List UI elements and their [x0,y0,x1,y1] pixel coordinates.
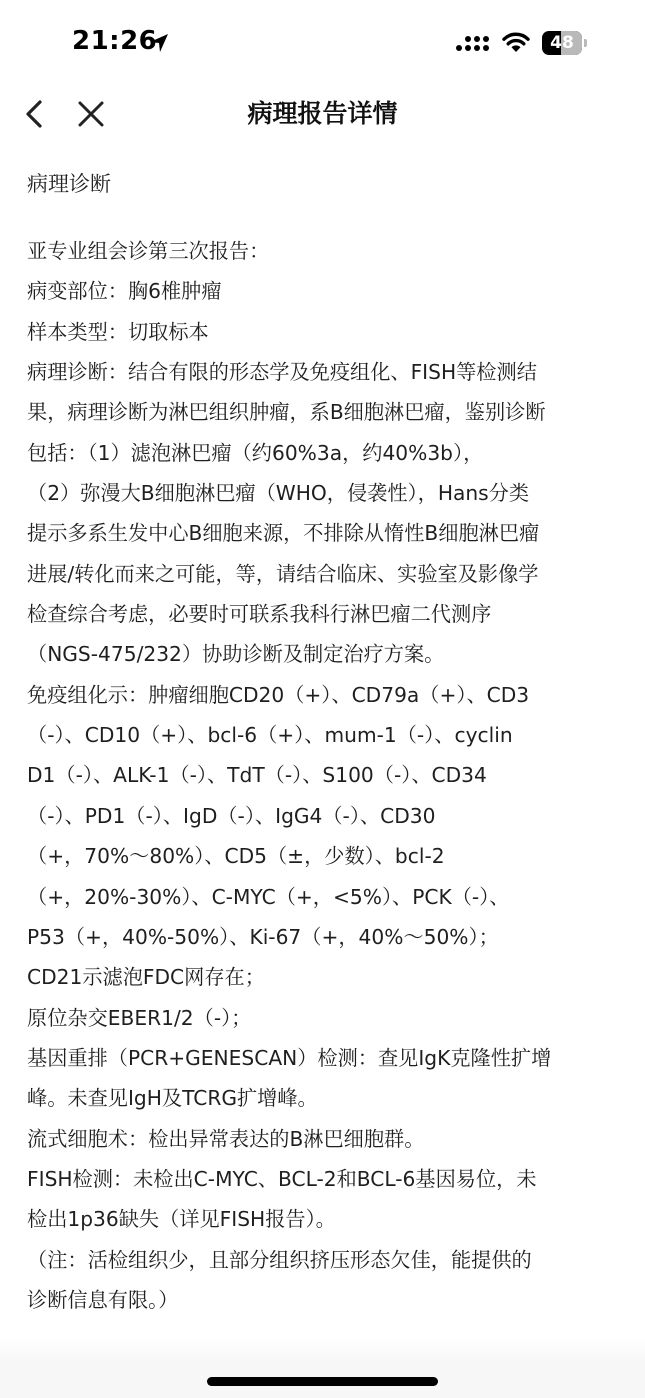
report-line: FISH检测：未检出C-MYC、BCL-2和BCL-6基因易位，未 [27,1166,537,1191]
report-line: （-）、PD1（-）、IgD（-）、IgG4（-）、CD30 [27,803,436,828]
report-line: 病变部位：胸6椎肿瘤 [27,279,222,304]
report-line: P53（+，40%-50%）、Ki-67（+，40%～50%）； [27,924,499,949]
battery-body [542,31,582,55]
bottom-fade [0,1338,645,1398]
report-line: （+，20%-30%）、C-MYC（+，<5%）、PCK（-）、 [27,884,510,909]
report-line: 原位杂交EBER1/2（-）； [27,1005,252,1030]
report-line: （2）弥漫大B细胞淋巴瘤（WHO，侵袭性），Hans分类 [27,481,530,506]
report-line: （注：活检组织少，且部分组织挤压形态欠佳，能提供的 [27,1247,532,1272]
report-line: （+，70%～80%）、CD5（±，少数）、bcl-2 [27,844,445,869]
report-line: 基因重排（PCR+GENESCAN）检测：查见IgK克隆性扩增 [27,1045,552,1070]
report-body [27,231,623,1320]
signal-icon [456,33,492,53]
report-line: （-）、CD10（+）、bcl-6（+）、mum-1（-）、cyclin [27,723,513,748]
location-arrow-icon [148,32,170,54]
wifi-icon [501,30,531,54]
status-time: 21:26 [72,26,158,56]
report-line: 检查综合考虑，必要时可联系我科行淋巴瘤二代测序 [27,602,492,627]
battery-tip [584,39,587,47]
report-line: 检出1p36缺失（详见FISH报告）。 [27,1207,336,1232]
report-line: 果，病理诊断为淋巴组织肿瘤，系B细胞淋巴瘤，鉴别诊断 [27,400,546,425]
report-line: D1（-）、ALK-1（-）、TdT（-）、S100（-）、CD34 [27,763,487,788]
report-line: 样本类型：切取标本 [27,319,209,344]
home-indicator[interactable] [207,1377,438,1386]
report-line: 亚专业组会诊第三次报告： [27,239,270,263]
report-line: 包括：（1）滤泡淋巴瘤（约60%3a，约40%3b）， [27,440,484,465]
report-line: 提示多系生发中心B细胞来源，不排除从惰性B细胞淋巴瘤 [27,521,540,546]
status-bar [0,0,645,88]
report-line: CD21示滤泡FDC网存在； [27,965,265,990]
report-line: 诊断信息有限。） [27,1287,179,1312]
report-line: 进展/转化而来之可能，等，请结合临床、实验室及影像学 [27,561,539,586]
section-title: 病理诊断 [27,172,111,196]
report-line: （NGS-475/232）协助诊断及制定治疗方案。 [27,642,445,667]
battery-icon [542,31,588,55]
battery-level: 48 [550,33,574,53]
report-line: 峰。未查见IgH及TCRG扩增峰。 [27,1086,318,1111]
page-title: 病理报告详情 [247,99,398,128]
report-line: 流式细胞术：检出异常表达的B淋巴细胞群。 [27,1126,425,1151]
report-line: 病理诊断：结合有限的形态学及免疫组化、FISH等检测结 [27,360,537,385]
report-line: 免疫组化示：肿瘤细胞CD20（+）、CD79a（+）、CD3 [27,682,530,707]
nav-bar [0,88,645,140]
